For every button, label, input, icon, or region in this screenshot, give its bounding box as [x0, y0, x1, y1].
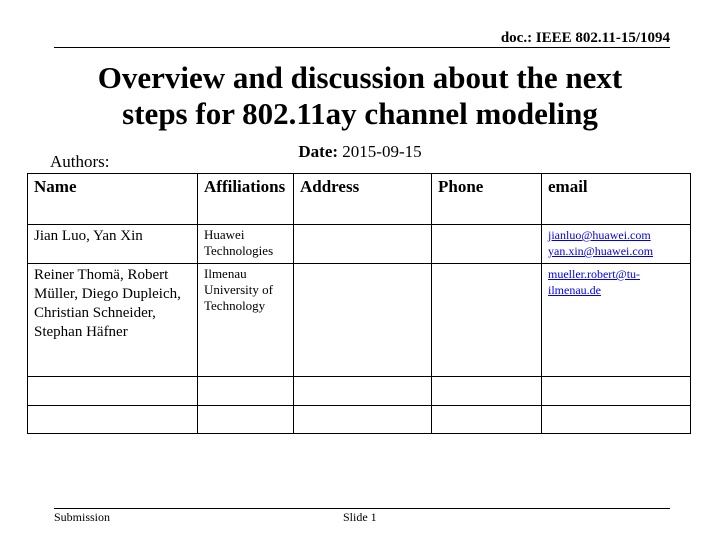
empty-cell: [542, 406, 691, 434]
empty-cell: [542, 377, 691, 406]
authors-table: [27, 173, 691, 434]
table-header-row: [28, 174, 691, 225]
author-address: [294, 264, 432, 377]
title-line-2: steps for 802.11ay channel modeling: [122, 96, 598, 131]
empty-cell: [28, 406, 198, 434]
author-affiliation: Huawei Technologies: [198, 225, 294, 264]
table-row: [28, 225, 691, 264]
empty-cell: [294, 377, 432, 406]
author-address: [294, 225, 432, 264]
email-link[interactable]: jianluo@huawei.com: [548, 228, 651, 242]
author-phone: [432, 264, 542, 377]
empty-cell: [28, 377, 198, 406]
footer-submission: Submission: [54, 510, 111, 524]
table-row-empty: [28, 406, 691, 434]
author-phone: [432, 225, 542, 264]
date-label: Date:: [298, 142, 339, 161]
header-divider: [54, 47, 670, 48]
empty-cell: [432, 406, 542, 434]
footer-slide-number: Slide 1: [343, 510, 377, 524]
empty-cell: [198, 406, 294, 434]
author-email-cell: [542, 225, 691, 264]
author-affiliation: Ilmenau University of Technology: [198, 264, 294, 377]
header-name: Name: [28, 174, 198, 225]
author-name: Reiner Thomä, Robert Müller, Diego Dupleich, Christian Schneider, Stephan Häfner: [28, 264, 198, 377]
author-email-cell: [542, 264, 691, 377]
date-value: 2015-09-15: [342, 142, 422, 161]
authors-label: Authors:: [50, 152, 110, 171]
empty-cell: [198, 377, 294, 406]
table-row: [28, 264, 691, 377]
slide-title: [60, 60, 660, 132]
header-email: email: [542, 174, 691, 225]
email-link[interactable]: yan.xin@huawei.com: [548, 244, 654, 258]
empty-cell: [432, 377, 542, 406]
header-address: Address: [294, 174, 432, 225]
header-affiliations: Affiliations: [198, 174, 294, 225]
document-id: doc.: IEEE 802.11-15/1094: [500, 30, 670, 46]
empty-cell: [294, 406, 432, 434]
author-name: Jian Luo, Yan Xin: [28, 225, 198, 264]
footer-divider: [54, 508, 670, 509]
title-line-1: Overview and discussion about the next: [97, 60, 623, 95]
header-phone: Phone: [432, 174, 542, 225]
email-link[interactable]: mueller.robert@tu-ilmenau.de: [548, 267, 641, 297]
table-row-empty: [28, 377, 691, 406]
